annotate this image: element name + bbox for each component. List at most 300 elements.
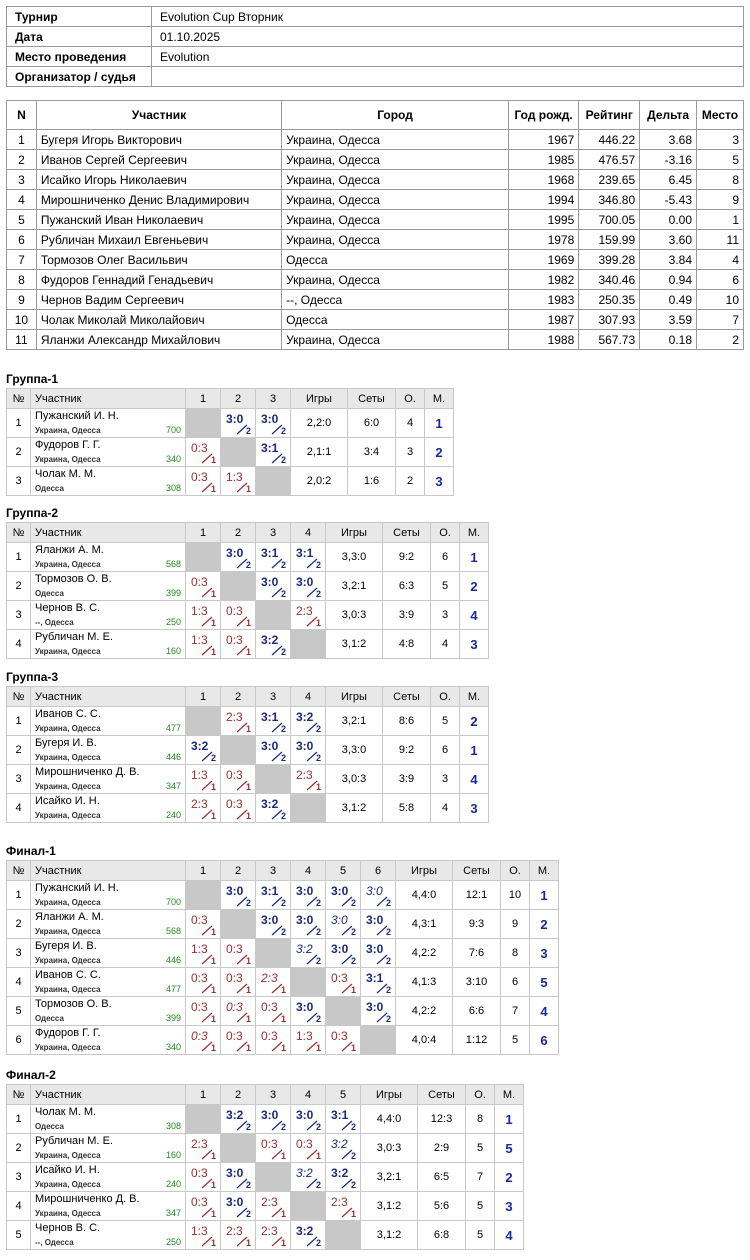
match-result-cell [256, 630, 291, 659]
player-sets: 3:9 [383, 601, 431, 630]
header-place: М. [530, 861, 559, 881]
player-cell [31, 997, 186, 1026]
match-points: 2 [350, 898, 356, 908]
player-cell [31, 1192, 186, 1221]
player-cell [31, 409, 186, 438]
participant-rating: 340.46 [579, 270, 640, 290]
match-score: 3:0 [261, 412, 279, 426]
match-result-cell [291, 997, 326, 1026]
match-result-cell [291, 1134, 326, 1163]
player-sets: 9:2 [383, 543, 431, 572]
participant-rating: 239.65 [579, 170, 640, 190]
match-points: 2 [315, 753, 321, 763]
match-score: 3:0 [296, 739, 314, 753]
match-result-cell [221, 467, 256, 496]
player-games: 3,1:2 [326, 794, 383, 823]
participant-rating: 700.05 [579, 210, 640, 230]
player-cell [31, 438, 186, 467]
match-points: 1 [245, 811, 251, 821]
info-row [7, 7, 744, 27]
info-row [7, 67, 744, 87]
match-points: 1 [210, 618, 216, 628]
player-rating: 240 [165, 810, 181, 820]
player-city: Украина, Одесса [35, 956, 101, 965]
match-points: 1 [245, 484, 251, 494]
player-sets: 6:0 [348, 409, 396, 438]
match-points: 2 [315, 898, 321, 908]
match-score: 2:3 [261, 1195, 278, 1209]
match-score: 3:2 [296, 1166, 313, 1180]
match-score: 0:3 [261, 1000, 278, 1014]
participant-delta: -5.43 [640, 190, 697, 210]
player-number: 6 [7, 1026, 31, 1055]
participant-place: 8 [697, 170, 744, 190]
participant-place: 7 [697, 310, 744, 330]
match-result-cell [256, 1105, 291, 1134]
match-points: 2 [210, 753, 216, 763]
self-match-cell [291, 1192, 326, 1221]
header-place: М. [460, 523, 489, 543]
match-score: 0:3 [191, 1029, 208, 1043]
header-opponent-number: 2 [221, 1085, 256, 1105]
match-score: 0:3 [226, 971, 243, 985]
player-games: 4,4:0 [361, 1105, 418, 1134]
group-player-row [7, 572, 489, 601]
col-header-city: Город [282, 101, 509, 130]
group-player-row [7, 438, 454, 467]
match-points: 2 [245, 426, 251, 436]
match-result-cell [256, 997, 291, 1026]
match-score: 1:3 [296, 1029, 313, 1043]
match-points: 1 [210, 1180, 216, 1190]
header-games: Игры [326, 687, 383, 707]
player-cell [31, 1163, 186, 1192]
participant-number: 1 [7, 130, 37, 150]
match-result-cell [291, 910, 326, 939]
match-score: 3:0 [226, 1195, 244, 1209]
header-player: Участник [31, 523, 186, 543]
info-label: Место проведения [7, 47, 152, 67]
player-name: Рубличан М. Е. [35, 1135, 113, 1147]
group-title: Финал-1 [6, 844, 56, 858]
player-rating: 250 [165, 617, 181, 627]
participant-row [7, 250, 744, 270]
participant-rating: 346.80 [579, 190, 640, 210]
match-result-cell [186, 910, 221, 939]
match-score: 3:0 [261, 1108, 279, 1122]
match-score: 3:1 [261, 546, 279, 560]
header-opponent-number: 1 [186, 389, 221, 409]
player-cell [31, 601, 186, 630]
group-header-row [7, 861, 559, 881]
participant-row [7, 230, 744, 250]
participant-row [7, 150, 744, 170]
player-number: 1 [7, 881, 31, 910]
match-points: 2 [385, 927, 391, 937]
header-place: М. [425, 389, 454, 409]
match-result-cell [221, 968, 256, 997]
player-sets: 9:3 [453, 910, 501, 939]
participant-name: Бугеря Игорь Викторович [36, 130, 281, 150]
match-points: 2 [385, 898, 391, 908]
match-result-cell [256, 794, 291, 823]
match-points: 2 [280, 455, 286, 465]
match-score: 1:3 [191, 604, 208, 618]
participant-city: Украина, Одесса [282, 230, 509, 250]
participant-birth-year: 1982 [508, 270, 578, 290]
match-points: 2 [385, 956, 391, 966]
player-cell [31, 1221, 186, 1250]
match-score: 3:1 [261, 441, 279, 455]
match-score: 2:3 [296, 604, 313, 618]
player-rating: 240 [165, 1179, 181, 1189]
player-place: 3 [530, 939, 559, 968]
player-points: 2 [396, 467, 425, 496]
header-opponent-number: 6 [361, 861, 396, 881]
match-result-cell [186, 438, 221, 467]
match-points: 2 [245, 1122, 251, 1132]
match-points: 2 [280, 560, 286, 570]
match-score: 3:0 [261, 913, 279, 927]
self-match-cell [291, 630, 326, 659]
self-match-cell [186, 409, 221, 438]
header-opponent-number: 3 [256, 389, 291, 409]
self-match-cell [186, 1105, 221, 1134]
header-games: Игры [396, 861, 453, 881]
match-score: 0:3 [191, 470, 208, 484]
player-points: 3 [431, 765, 460, 794]
participant-row [7, 330, 744, 350]
group-player-row [7, 968, 559, 997]
self-match-cell [256, 467, 291, 496]
match-points: 1 [210, 956, 216, 966]
player-points: 3 [431, 601, 460, 630]
player-points: 4 [396, 409, 425, 438]
participant-place: 2 [697, 330, 744, 350]
match-score: 0:3 [226, 633, 243, 647]
match-points: 1 [210, 589, 216, 599]
player-points: 5 [466, 1221, 495, 1250]
player-place: 2 [460, 707, 489, 736]
match-score: 2:3 [261, 971, 278, 985]
self-match-cell [186, 881, 221, 910]
participant-rating: 476.57 [579, 150, 640, 170]
participant-rating: 399.28 [579, 250, 640, 270]
participant-city: Украина, Одесса [282, 130, 509, 150]
player-name: Бугеря И. В. [35, 737, 97, 749]
participant-rating: 159.99 [579, 230, 640, 250]
participant-city: Одесса [282, 250, 509, 270]
player-sets: 9:2 [383, 736, 431, 765]
info-row [7, 27, 744, 47]
match-points: 2 [280, 753, 286, 763]
match-score: 2:3 [296, 768, 313, 782]
self-match-cell [256, 1163, 291, 1192]
match-score: 0:3 [296, 1137, 313, 1151]
participant-city: Украина, Одесса [282, 210, 509, 230]
match-score: 3:0 [226, 1166, 244, 1180]
header-sets: Сеты [348, 389, 396, 409]
participant-delta: 0.49 [640, 290, 697, 310]
player-place: 3 [425, 467, 454, 496]
header-points: О. [466, 1085, 495, 1105]
player-rating: 568 [165, 559, 181, 569]
player-place: 4 [530, 997, 559, 1026]
player-number: 5 [7, 997, 31, 1026]
player-points: 4 [431, 630, 460, 659]
player-games: 3,1:2 [361, 1221, 418, 1250]
match-result-cell [326, 1163, 361, 1192]
match-points: 2 [315, 1014, 321, 1024]
player-sets: 3:4 [348, 438, 396, 467]
player-games: 4,2:2 [396, 997, 453, 1026]
participant-row [7, 310, 744, 330]
match-points: 1 [280, 1043, 286, 1053]
header-opponent-number: 1 [186, 687, 221, 707]
match-score: 1:3 [191, 1224, 208, 1238]
match-points: 2 [280, 589, 286, 599]
match-result-cell [186, 765, 221, 794]
match-score: 3:2 [331, 1166, 349, 1180]
match-points: 2 [315, 589, 321, 599]
match-score: 0:3 [226, 1000, 243, 1014]
player-name: Пужанский И. Н. [35, 410, 119, 422]
col-header-birth-year: Год рожд. [508, 101, 578, 130]
match-result-cell [186, 630, 221, 659]
player-place: 3 [460, 630, 489, 659]
player-city: Украина, Одесса [35, 426, 101, 435]
match-score: 1:3 [191, 768, 208, 782]
participant-city: Украина, Одесса [282, 330, 509, 350]
match-points: 2 [245, 560, 251, 570]
player-sets: 12:3 [418, 1105, 466, 1134]
player-cell [31, 1026, 186, 1055]
match-result-cell [186, 736, 221, 765]
participant-birth-year: 1967 [508, 130, 578, 150]
match-points: 2 [245, 898, 251, 908]
player-name: Чернов В. С. [35, 1222, 101, 1234]
player-sets: 2:9 [418, 1134, 466, 1163]
match-score: 3:2 [191, 739, 209, 753]
match-points: 1 [315, 618, 321, 628]
participant-city: Украина, Одесса [282, 190, 509, 210]
match-points: 2 [315, 560, 321, 570]
match-score: 1:3 [191, 633, 208, 647]
player-number: 2 [7, 910, 31, 939]
match-points: 1 [245, 956, 251, 966]
participant-number: 6 [7, 230, 37, 250]
match-score: 3:0 [366, 913, 384, 927]
match-points: 1 [210, 927, 216, 937]
col-header-participant: Участник [36, 101, 281, 130]
header-place: М. [460, 687, 489, 707]
group-header-row [7, 523, 489, 543]
player-games: 3,0:3 [361, 1134, 418, 1163]
match-score: 2:3 [261, 1224, 278, 1238]
player-points: 5 [466, 1192, 495, 1221]
match-score: 0:3 [331, 971, 348, 985]
self-match-cell [186, 707, 221, 736]
match-points: 2 [350, 927, 356, 937]
match-result-cell [221, 1026, 256, 1055]
match-points: 1 [315, 1151, 321, 1161]
match-score: 3:0 [366, 884, 383, 898]
match-points: 2 [245, 1180, 251, 1190]
match-result-cell [221, 939, 256, 968]
header-num: № [7, 389, 31, 409]
player-rating: 308 [165, 1121, 181, 1131]
player-points: 7 [466, 1163, 495, 1192]
player-number: 3 [7, 765, 31, 794]
self-match-cell [256, 765, 291, 794]
participant-place: 4 [697, 250, 744, 270]
info-value: 01.10.2025 [152, 27, 744, 47]
player-place: 1 [460, 736, 489, 765]
participant-number: 3 [7, 170, 37, 190]
match-result-cell [326, 881, 361, 910]
participant-row [7, 210, 744, 230]
col-header-delta: Дельта [640, 101, 697, 130]
info-label: Турнир [7, 7, 152, 27]
match-result-cell [221, 881, 256, 910]
match-result-cell [221, 794, 256, 823]
player-name: Бугеря И. В. [35, 940, 97, 952]
participant-delta: 0.18 [640, 330, 697, 350]
self-match-cell [221, 572, 256, 601]
participant-place: 1 [697, 210, 744, 230]
participant-number: 10 [7, 310, 37, 330]
match-result-cell [186, 939, 221, 968]
header-num: № [7, 523, 31, 543]
player-points: 8 [501, 939, 530, 968]
match-result-cell [291, 1221, 326, 1250]
player-number: 4 [7, 630, 31, 659]
match-points: 1 [350, 1043, 356, 1053]
match-score: 3:2 [261, 633, 279, 647]
player-games: 3,3:0 [326, 736, 383, 765]
player-games: 4,4:0 [396, 881, 453, 910]
player-cell [31, 736, 186, 765]
match-points: 2 [280, 927, 286, 937]
group-player-row [7, 707, 489, 736]
match-points: 1 [210, 1043, 216, 1053]
self-match-cell [221, 736, 256, 765]
participant-delta: 0.00 [640, 210, 697, 230]
header-opponent-number: 3 [256, 861, 291, 881]
match-points: 1 [245, 1043, 251, 1053]
match-result-cell [256, 707, 291, 736]
group-player-row [7, 1105, 524, 1134]
participant-place: 3 [697, 130, 744, 150]
group-player-row [7, 1221, 524, 1250]
player-sets: 4:8 [383, 630, 431, 659]
player-games: 3,1:2 [361, 1192, 418, 1221]
match-score: 3:2 [226, 1108, 244, 1122]
match-score: 0:3 [226, 604, 243, 618]
player-number: 1 [7, 543, 31, 572]
header-player: Участник [31, 1085, 186, 1105]
match-score: 0:3 [191, 971, 208, 985]
player-games: 2,1:1 [291, 438, 348, 467]
group-header-row [7, 1085, 524, 1105]
header-points: О. [431, 523, 460, 543]
participant-number: 7 [7, 250, 37, 270]
player-place: 2 [530, 910, 559, 939]
match-result-cell [291, 1026, 326, 1055]
match-result-cell [361, 881, 396, 910]
player-city: --, Одесса [35, 618, 74, 627]
match-result-cell [221, 409, 256, 438]
player-sets: 5:8 [383, 794, 431, 823]
match-score: 2:3 [226, 710, 243, 724]
player-city: Украина, Одесса [35, 455, 101, 464]
match-score: 3:2 [331, 1137, 348, 1151]
group-player-row [7, 1134, 524, 1163]
match-result-cell [256, 910, 291, 939]
player-city: Украина, Одесса [35, 1043, 101, 1052]
match-result-cell [186, 1163, 221, 1192]
player-place: 1 [460, 543, 489, 572]
player-number: 2 [7, 438, 31, 467]
player-games: 4,2:2 [396, 939, 453, 968]
match-result-cell [221, 543, 256, 572]
player-city: Одесса [35, 589, 64, 598]
participant-birth-year: 1985 [508, 150, 578, 170]
match-points: 1 [210, 455, 216, 465]
match-score: 3:0 [366, 942, 384, 956]
group-table [6, 388, 454, 496]
match-score: 3:0 [331, 884, 349, 898]
participant-row [7, 290, 744, 310]
match-points: 1 [280, 1238, 286, 1248]
player-sets: 12:1 [453, 881, 501, 910]
match-result-cell [256, 881, 291, 910]
header-num: № [7, 687, 31, 707]
match-result-cell [186, 601, 221, 630]
match-score: 3:0 [226, 884, 244, 898]
player-number: 1 [7, 409, 31, 438]
match-points: 2 [315, 1180, 321, 1190]
match-result-cell [221, 997, 256, 1026]
participant-birth-year: 1988 [508, 330, 578, 350]
header-games: Игры [326, 523, 383, 543]
match-score: 3:1 [261, 884, 279, 898]
info-value [152, 67, 744, 87]
group-title: Группа-1 [6, 372, 59, 386]
group-player-row [7, 881, 559, 910]
player-number: 3 [7, 939, 31, 968]
header-sets: Сеты [418, 1085, 466, 1105]
match-points: 2 [280, 647, 286, 657]
match-result-cell [256, 572, 291, 601]
player-place: 2 [425, 438, 454, 467]
match-score: 2:3 [191, 797, 208, 811]
self-match-cell [291, 968, 326, 997]
participant-city: Украина, Одесса [282, 270, 509, 290]
participant-city: Одесса [282, 310, 509, 330]
group-player-row [7, 1192, 524, 1221]
match-result-cell [186, 968, 221, 997]
player-name: Яланжи А. М. [35, 911, 104, 923]
header-num: № [7, 861, 31, 881]
participant-place: 9 [697, 190, 744, 210]
player-sets: 7:6 [453, 939, 501, 968]
match-points: 1 [245, 782, 251, 792]
match-points: 2 [315, 724, 321, 734]
player-place: 5 [495, 1134, 524, 1163]
header-opponent-number: 3 [256, 1085, 291, 1105]
header-points: О. [396, 389, 425, 409]
